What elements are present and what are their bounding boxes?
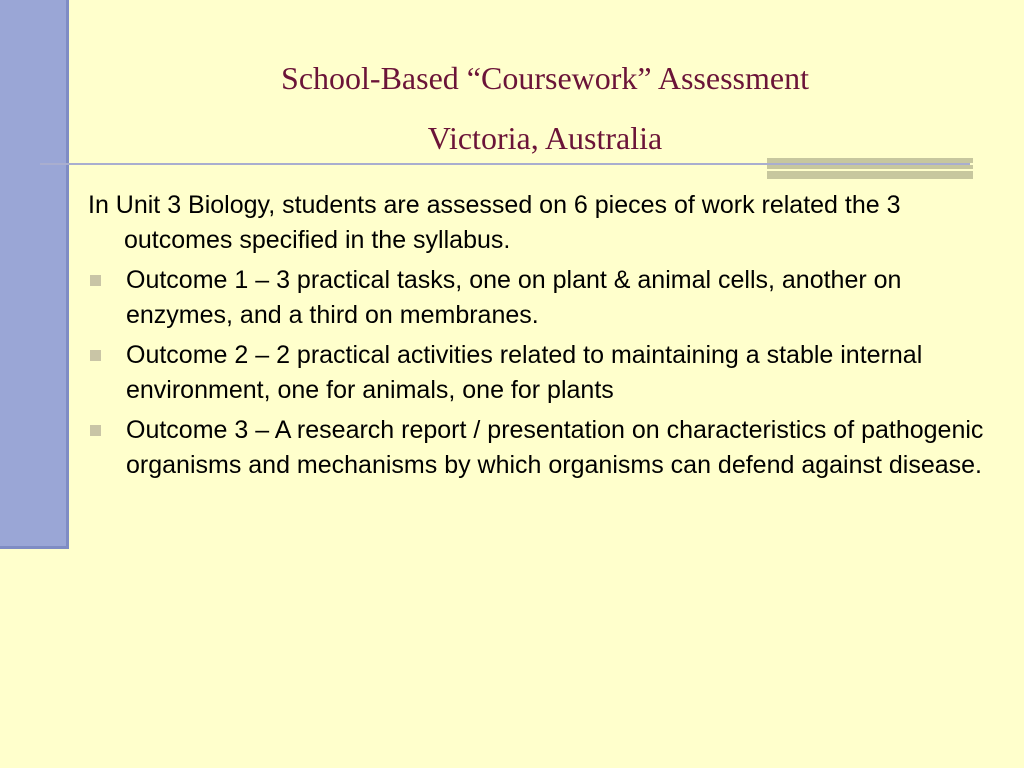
bullet-item (88, 413, 988, 483)
bullet-item (88, 263, 988, 333)
bullet-text: Outcome 3 – A research report / presentation on characteristics of pathogenic organisms and mechanisms by which organisms can defend against disease. (126, 416, 984, 479)
accent-stripe (767, 171, 973, 179)
title-line-2 (80, 112, 1010, 164)
square-bullet-icon (90, 425, 101, 436)
bullet-text: Outcome 2 – 2 practical activities related to maintaining a stable internal environment, one for animals, one for plants (126, 341, 923, 404)
left-decorative-bar (0, 0, 69, 549)
square-bullet-icon (90, 275, 101, 286)
bullet-item (88, 338, 988, 408)
intro-paragraph: In Unit 3 Biology, students are assessed on 6 pieces of work related the 3 outcomes specified in the syllabus. (88, 191, 901, 254)
title-text-1: School-Based “Coursework” Assessment (281, 60, 809, 96)
slide-content (88, 188, 988, 488)
bullet-text: Outcome 1 – 3 practical tasks, one on plant & animal cells, another on enzymes, and a third on membranes. (126, 266, 902, 329)
title-text-2: Victoria, Australia (427, 120, 663, 156)
accent-stripe (767, 165, 973, 169)
square-bullet-icon (90, 350, 101, 361)
title-line-1 (80, 52, 1010, 104)
